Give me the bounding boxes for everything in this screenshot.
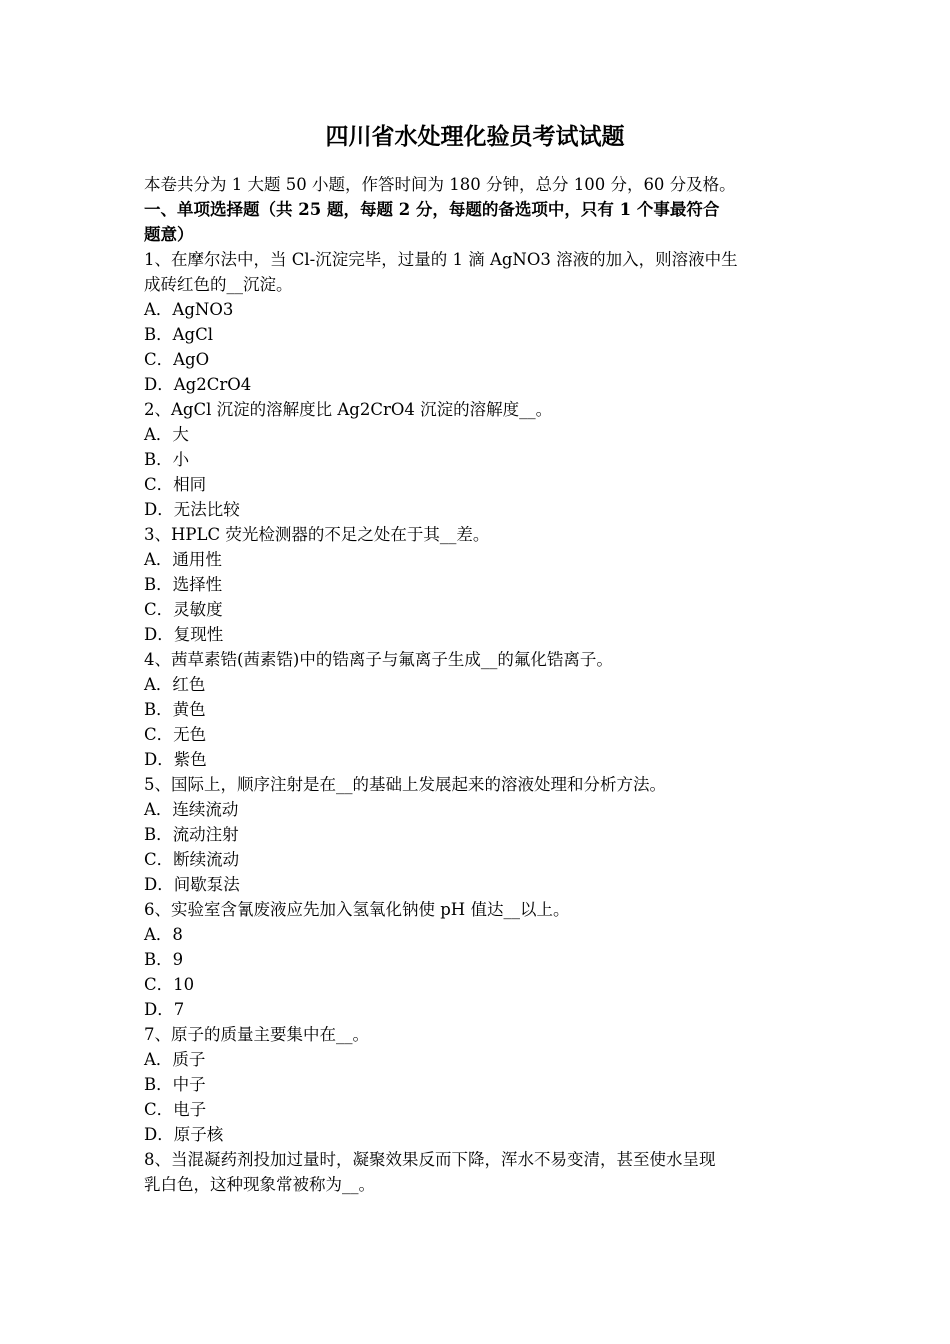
question-item xyxy=(144,647,810,772)
answer-option: B．黄色 xyxy=(144,700,206,719)
answer-option: B．小 xyxy=(144,450,190,469)
answer-option: D．Ag2CrO4 xyxy=(144,375,252,394)
answer-option: B．AgCl xyxy=(144,325,214,344)
question-item xyxy=(144,1022,810,1147)
answer-option: C．断续流动 xyxy=(144,850,240,869)
exam-intro: 本卷共分为 1 大题 50 小题，作答时间为 180 分钟，总分 100 分，60 分及格。 xyxy=(144,175,736,194)
question-item xyxy=(144,897,810,1022)
question-text: 乳白色，这种现象常被称为__。 xyxy=(144,1175,375,1194)
question-text: 6、实验室含氰废液应先加入氢氧化钠使 pH 值达__以上。 xyxy=(144,900,570,919)
answer-option: D．7 xyxy=(144,1000,185,1019)
answer-option: C．无色 xyxy=(144,725,207,744)
answer-option: A．8 xyxy=(144,925,183,944)
question-text: 5、国际上，顺序注射是在__的基础上发展起来的溶液处理和分析方法。 xyxy=(144,775,666,794)
answer-option: C．相同 xyxy=(144,475,207,494)
answer-option: D．复现性 xyxy=(144,625,224,644)
answer-option: B．中子 xyxy=(144,1075,206,1094)
question-text: 2、AgCl 沉淀的溶解度比 Ag2CrO4 沉淀的溶解度__。 xyxy=(144,400,553,419)
answer-option: B．9 xyxy=(144,950,184,969)
answer-option: A．大 xyxy=(144,425,189,444)
page-title: 四川省水处理化验员考试试题 xyxy=(325,123,625,150)
answer-option: A．AgNO3 xyxy=(144,300,234,319)
answer-option: A．连续流动 xyxy=(144,800,239,819)
section-heading-line-1: 一、单项选择题（共 25 题，每题 2 分，每题的备选项中，只有 1 个事最符合 xyxy=(144,200,720,219)
question-item xyxy=(144,247,810,397)
answer-option: D．间歇泵法 xyxy=(144,875,240,894)
answer-option: D．原子核 xyxy=(144,1125,224,1144)
question-item xyxy=(144,1147,810,1197)
answer-option: C．AgO xyxy=(144,350,210,369)
question-text: 成砖红色的__沉淀。 xyxy=(144,275,293,294)
answer-option: C．灵敏度 xyxy=(144,600,223,619)
answer-option: A．质子 xyxy=(144,1050,206,1069)
question-text: 4、茜草素锆(茜素锆)中的锆离子与氟离子生成__的氟化锆离子。 xyxy=(144,650,613,669)
answer-option: B．流动注射 xyxy=(144,825,239,844)
section-heading-line-2: 题意） xyxy=(144,225,194,244)
answer-option: D．无法比较 xyxy=(144,500,240,519)
answer-option: C．电子 xyxy=(144,1100,207,1119)
question-text: 7、原子的质量主要集中在__。 xyxy=(144,1025,369,1044)
answer-option: C．10 xyxy=(144,975,195,994)
answer-option: A．通用性 xyxy=(144,550,222,569)
question-text: 8、当混凝药剂投加过量时，凝聚效果反而下降，浑水不易变清，甚至使水呈现 xyxy=(144,1150,716,1169)
question-text: 3、HPLC 荧光检测器的不足之处在于其__差。 xyxy=(144,525,490,544)
question-item xyxy=(144,522,810,647)
question-item xyxy=(144,397,810,522)
answer-option: B．选择性 xyxy=(144,575,223,594)
question-text: 1、在摩尔法中，当 Cl-沉淀完毕，过量的 1 滴 AgNO3 溶液的加入，则溶液中生 xyxy=(144,250,738,269)
question-list xyxy=(144,247,810,1197)
answer-option: A．红色 xyxy=(144,675,206,694)
answer-option: D．紫色 xyxy=(144,750,207,769)
document-body xyxy=(144,172,810,1197)
question-item xyxy=(144,772,810,897)
